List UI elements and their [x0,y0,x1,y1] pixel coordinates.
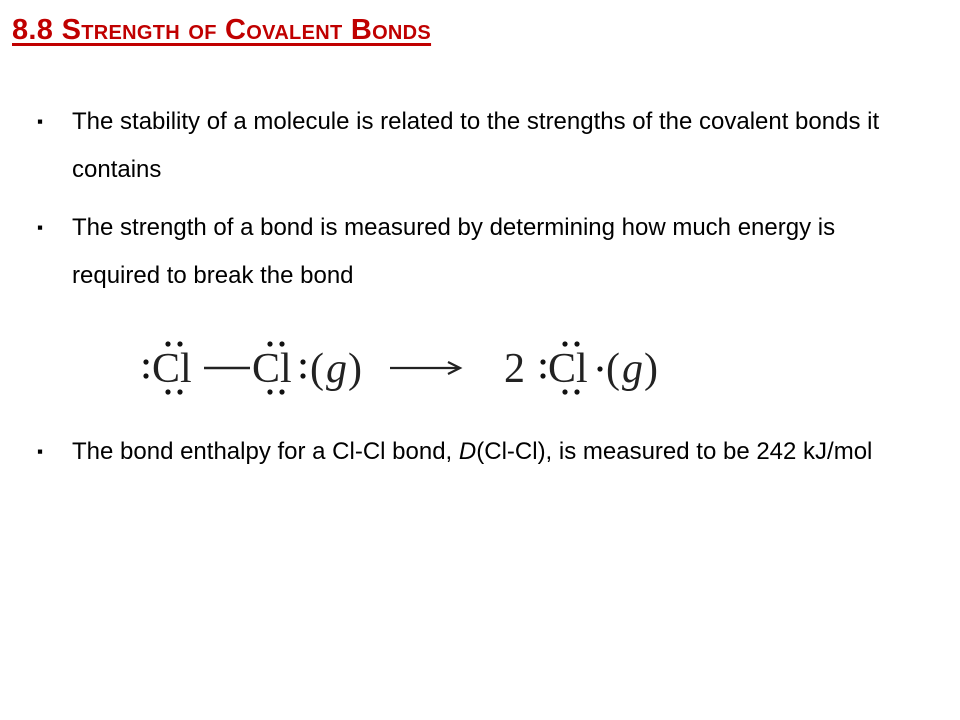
state-open-paren: ( [310,346,324,392]
lone-pair-dot [300,359,305,364]
bullet-square-icon: ▪ [37,442,44,461]
lone-pair-dot [540,359,545,364]
gas-state-label: g [326,346,347,392]
bond-enthalpy-symbol: D [458,438,477,465]
bullet-item [37,98,892,194]
state-close-paren: ) [348,346,362,392]
bullet-item [37,428,892,476]
bullet-item [37,204,892,300]
coefficient: 2 [504,346,525,392]
bullet-text-part: (Cl-Cl), is measured to be 242 kJ/mol [476,438,873,465]
state-close-paren: ) [644,346,658,392]
bullet-text: The strength of a bond is measured by determining how much energy is required to break the bond [72,214,836,289]
lone-pair-dot [540,373,545,378]
lone-pair-dot [143,359,148,364]
gas-state-label: g [622,346,643,392]
lone-pair-dot [300,373,305,378]
chlorine-atom-1: Cl [152,346,192,392]
unpaired-electron-dot [597,366,602,371]
bullet-text-part: The bond enthalpy for a Cl-Cl bond, [72,438,459,465]
bullet-square-icon: ▪ [37,218,44,237]
chlorine-radical: Cl [548,346,588,392]
chlorine-atom-2: Cl [252,346,292,392]
reaction-arrow-icon [390,362,460,374]
slide-title: 8.8 Strength of Covalent Bonds [12,14,432,46]
bullet-square-icon: ▪ [37,112,44,131]
bullet-text: The stability of a molecule is related to the strengths of the covalent bonds it contains [72,108,880,183]
bullet-text [72,428,892,476]
lewis-equation [140,330,670,406]
state-open-paren: ( [606,346,620,392]
lone-pair-dot [143,373,148,378]
